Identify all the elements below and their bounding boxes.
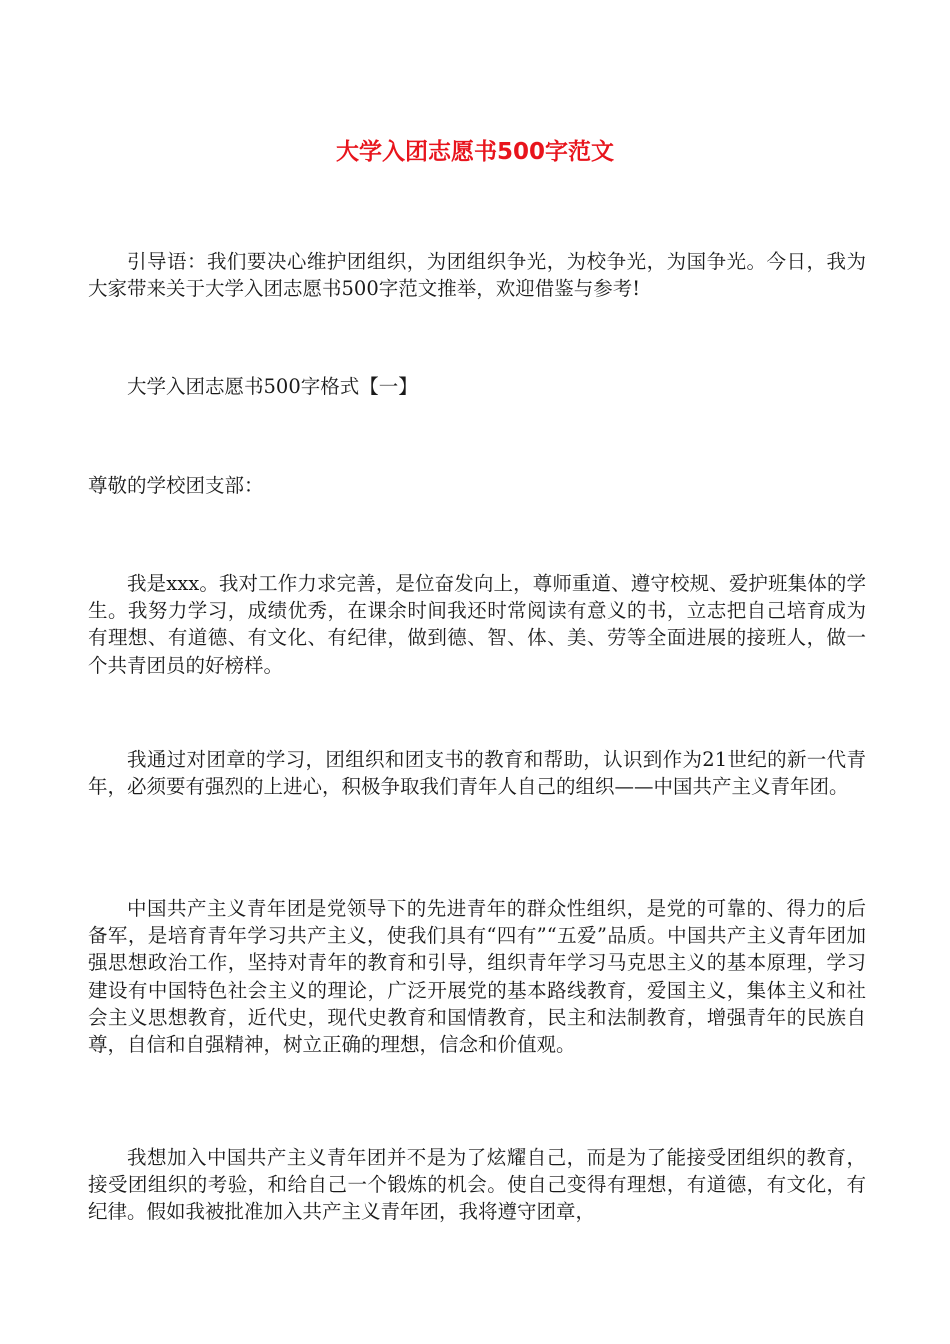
body-paragraph-1: 我是xxx。我对工作力求完善，是位奋发向上，尊师重道、遵守校规、爱护班集体的学生。我努力学习，成绩优秀，在课余时间我还时常阅读有意义的书，立志把自己培育成为有理想、有道德、有文化、有纪律，做到德、智、体、美、劳等全面进展的接班人，做一个共青团员的好榜样。 [88, 572, 866, 677]
intro-paragraph: 引导语：我们要决心维护团组织，为团组织争光，为校争光，为国争光。今日，我为大家带来关于大学入团志愿书500字范文推举，欢迎借鉴与参考! [88, 250, 866, 301]
body-paragraph-4: 我想加入中国共产主义青年团并不是为了炫耀自己，而是为了能接受团组织的教育，接受团组织的考验，和给自己一个锻炼的机会。使自己变得有理想，有道德，有文化，有纪律。假如我被批准加入共产主义青年团，我将遵守团章， [88, 1146, 866, 1224]
document-title: 大学入团志愿书500字范文 [335, 139, 614, 165]
body-paragraph-3: 中国共产主义青年团是党领导下的先进青年的群众性组织，是党的可靠的、得力的后备军，是培育青年学习共产主义，使我们具有“四有”“五爱”品质。中国共产主义青年团加强思想政治工作，坚持对青年的教育和引导，组织青年学习马克思主义的基本原理，学习建设有中国特色社会主义的理论，广泛开展党的基本路线教育，爱国主义，集体主义和社会主义思想教育，近代史，现代史教育和国情教育，民主和法制教育，增强青年的民族自尊，自信和自强精神，树立正确的理想，信念和价值观。 [88, 897, 866, 1057]
body-paragraph-2: 我通过对团章的学习，团组织和团支书的教育和帮助，认识到作为21世纪的新一代青年，必须要有强烈的上进心，积极争取我们青年人自己的组织——中国共产主义青年团。 [88, 748, 866, 799]
section-heading: 大学入团志愿书500字格式【一】 [127, 375, 418, 398]
salutation: 尊敬的学校团支部： [88, 474, 264, 497]
